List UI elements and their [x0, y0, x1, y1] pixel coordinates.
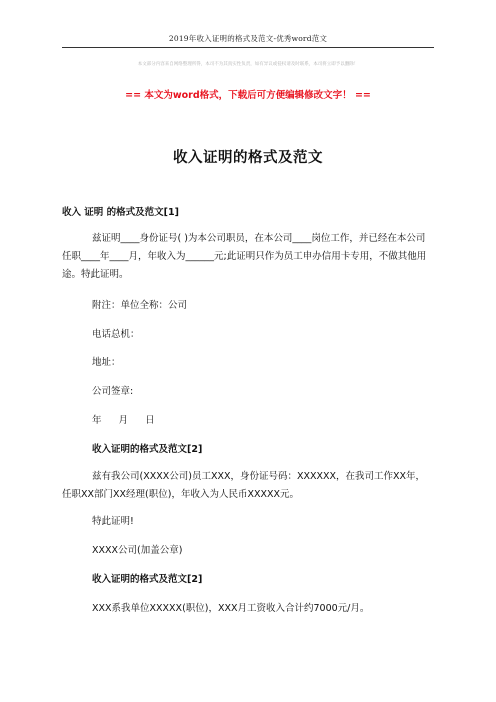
document-title: 收入证明的格式及范文 — [173, 150, 323, 166]
section-2-heading: 收入证明的格式及范文[2] — [92, 444, 203, 455]
section-3-heading: 收入证明的格式及范文[2] — [92, 574, 203, 585]
section-1-attachment: 附注：单位全称：公司 — [92, 300, 188, 311]
section-1-seal: 公司签章: — [92, 386, 134, 397]
section-1-heading: 收入 证明 的格式及范文[1] — [62, 207, 179, 218]
section-1-body: 兹证明____身份证号( )为本公司职员，在本公司____岗位工作，并已经在本公司任职____年____月，年收入为______元;此证明只作为员工申办信用卡专用，不做其他用途。特此证明。 — [62, 233, 427, 280]
section-2-body: 兹有我公司(XXXX公司)员工XXX，身份证号码：XXXXXX，在我司工作XX年，任职XX部门XX经理(职位)，年收入为人民币XXXXX元。 — [62, 471, 426, 500]
section-1-date — [92, 412, 464, 430]
section-3-body: XXX系我单位XXXXX(职位)，XXX月工资收入合计约7000元/月。 — [92, 603, 370, 614]
header-divider — [62, 47, 434, 48]
running-header: 2019年收入证明的格式及范文-优秀word范文 — [168, 34, 328, 43]
section-2-company: XXXX公司(加盖公章) — [92, 545, 183, 556]
disclaimer-text: 本文部分内容来自网络整理所得，本司不为其真实性负责，如有异议或侵权请及时联系，本司将立即予以删除！ — [137, 62, 359, 67]
section-1-address: 地址： — [92, 357, 121, 368]
date-day: 日 — [145, 415, 155, 426]
section-1-phone: 电话总机： — [92, 329, 140, 340]
section-2-closing: 特此证明! — [92, 516, 134, 527]
format-notice: == 本文为word格式，下载后可方便编辑修改文字！ == — [125, 90, 371, 101]
date-year: 年 — [92, 415, 102, 426]
date-month: 月 — [118, 415, 129, 426]
